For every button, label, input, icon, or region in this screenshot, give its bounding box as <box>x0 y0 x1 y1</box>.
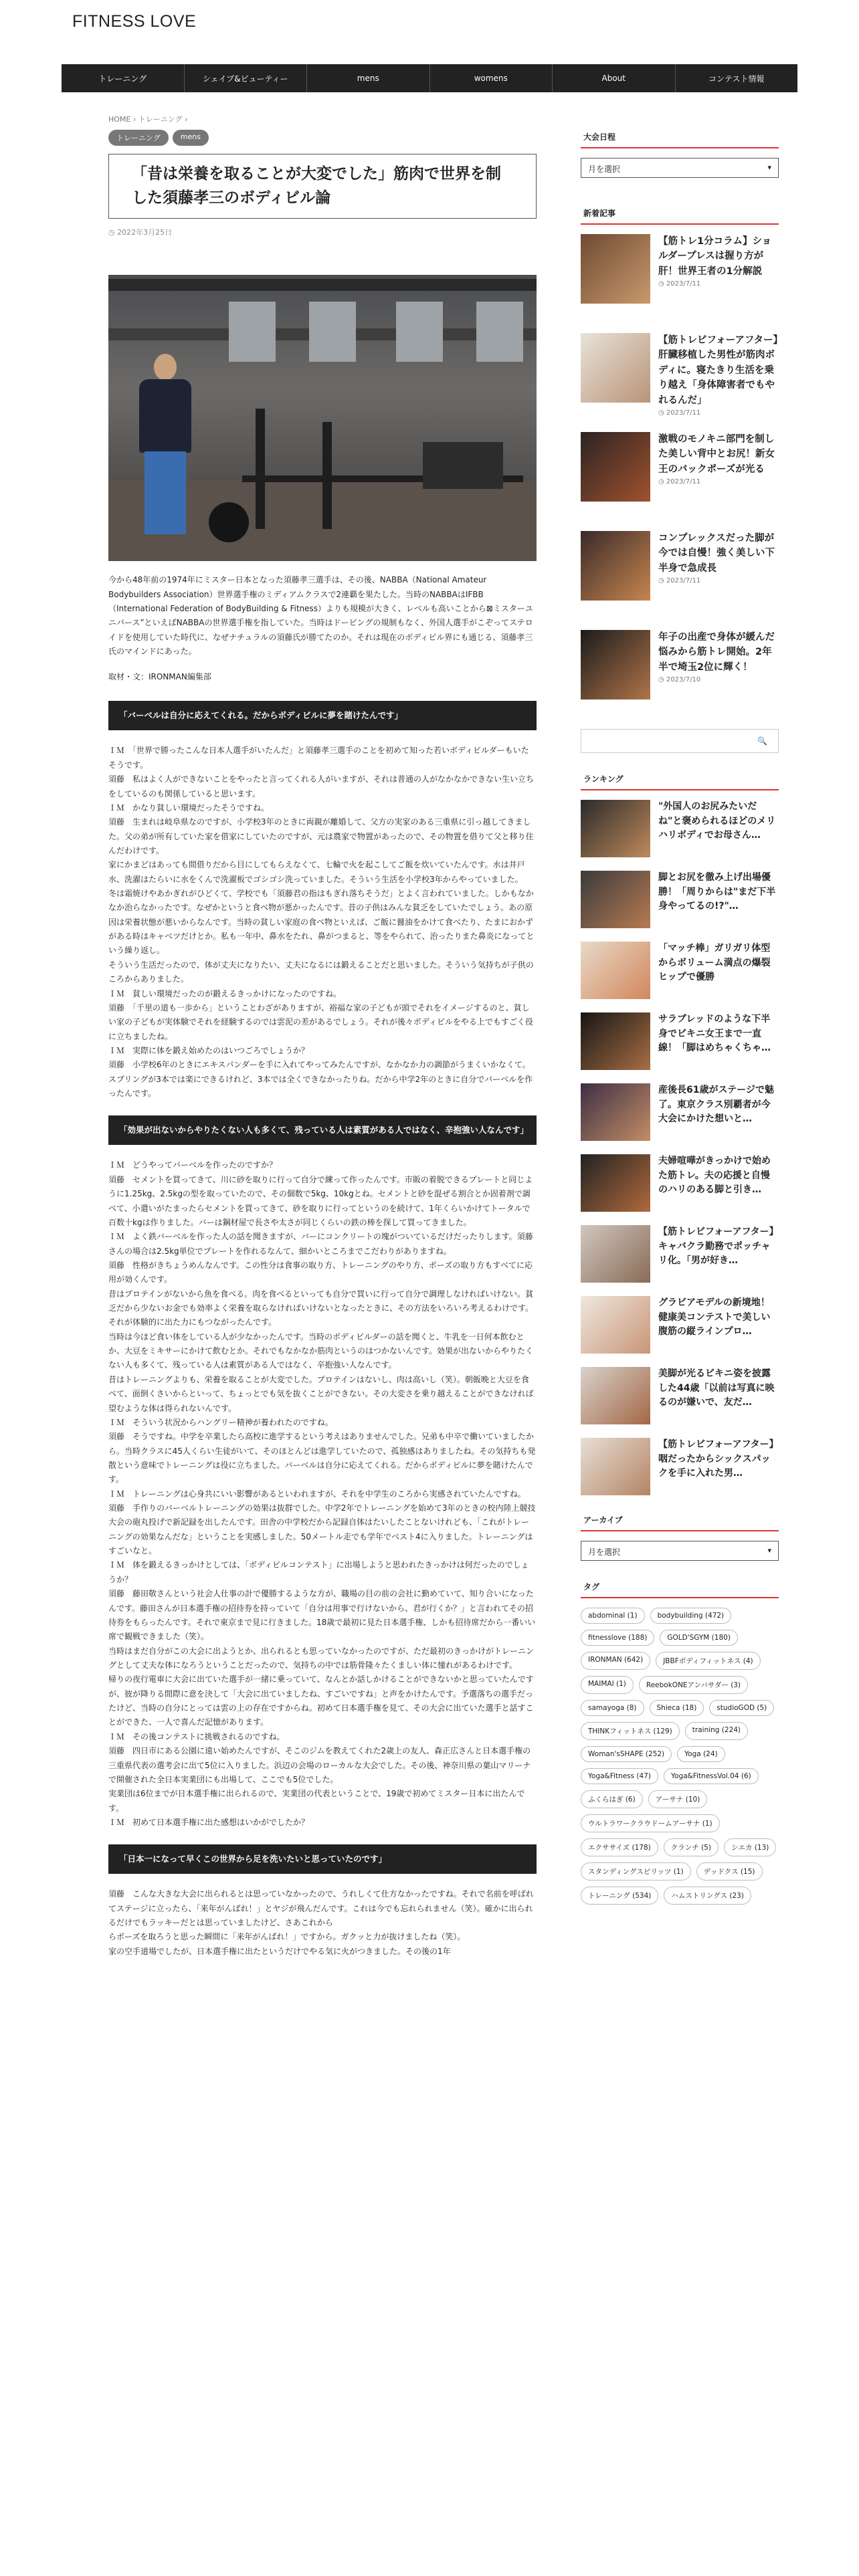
tag-cloud-item[interactable]: IRONMAN (642) <box>581 1652 650 1670</box>
ranking-title-text[interactable]: 夫婦喧嘩がきっかけで始めた筋トレ。夫の応援と自慢のハリのある脚と引き… <box>658 1156 771 1196</box>
tag-cloud-item[interactable]: fitnesslove (188) <box>581 1630 654 1646</box>
section-heading-3: 「日本一になって早くこの世界から足を洗いたいと思っていたのです」 <box>108 1844 537 1874</box>
breadcrumb[interactable]: HOME › トレーニング › <box>108 115 188 124</box>
post-title[interactable]: 激戦のモノキニ部門を制した美しい背中とお尻！新女王のバックポーズが光る <box>658 434 775 475</box>
nav-item-womens[interactable]: womens <box>430 64 553 92</box>
tag-cloud-item[interactable]: ふくらはぎ (6) <box>581 1790 643 1808</box>
tag-cloud-item[interactable]: ハムストリングス (23) <box>664 1887 751 1905</box>
nav-item-training[interactable]: トレーニング <box>62 64 185 92</box>
weight-plate <box>209 502 249 542</box>
archive-select[interactable] <box>581 1541 779 1561</box>
ranking-item[interactable] <box>581 1367 779 1424</box>
section-text-3: 須藤 こんな大きな大会に出られるとは思っていなかったので、うれしくて仕方なかったですね。それで名前を呼ばれてステージに立ったら、「来年がんばれ！」とヤジが飛んだんです。これは今でも忘れられません（笑）。確かに出られるだけでもラッキーだとは思っていましたけど、さあこれから らボーズを取ろうと思った瞬間に「来年がんばれ！」ですから。ガクッと力が抜けましたね（笑）。 家の空手道場でしたが、日本選手権に出たというだけでやる気に火がつきました。その後の1年 <box>108 1889 534 1956</box>
ranking-title-text[interactable]: 産後長61歳がステージで魅了。東京クラス別覇者が今大会にかけた想いと… <box>658 1085 774 1125</box>
post-title[interactable]: 年子の出産で身体が緩んだ悩みから筋トレ開始。2年半で埼玉2位に輝く！ <box>658 632 775 673</box>
archive-title: アーカイブ <box>581 1510 779 1531</box>
credit: 取材・文：IRONMAN編集部 <box>108 672 211 682</box>
ranking-title-text[interactable]: サラブレッドのような下半身でビキニ女王まで一直線！「脚はめちゃくちゃ… <box>658 1014 771 1054</box>
sidebar <box>581 127 779 1905</box>
post-title[interactable]: 【筋トレビフォーアフター】肝臓移植した男性が筋肉ボディに。寝たきり生活を乗り越え「身体障害者でもやれるんだ」 <box>658 335 778 406</box>
tag-cloud-item[interactable]: samayoga (8) <box>581 1700 644 1716</box>
tag-cloud-item[interactable]: training (224) <box>685 1722 748 1740</box>
ranking-thumbnail[interactable] <box>581 1154 650 1212</box>
main-nav <box>62 64 797 92</box>
article-title: 「昔は栄養を取ることが大変でした」筋肉で世界を制した須藤孝三のボディビル論 <box>108 154 537 219</box>
section-heading-2: 「効果が出ないからやりたくない人も多くて、残っている人は素質がある人ではなく、辛抱強い人なんです」 <box>108 1115 537 1145</box>
ranking-thumbnail[interactable] <box>581 1296 650 1354</box>
section-text-2: ＩＭ どうやってバーベルを作ったのですか？ 須藤 セメントを買ってきて、川に砂を取りに行って自分で練って作ったんです。市販の着脱できるプレートと同じように1.25kg、2.5kgの型を取っていたので、その個数で5kg、10kgとね。セメントと砂を混ぜる割合とか固着剤で調べて、小遣いがたまったらセメントを買ってきて、砂を取りに行ってというのを続けて、1年くらいかけてトータルで百数十kgは作りました。バーは鋼材屋で長さや太さが同じくらいの鉄の棒を探して買ってきました。 ＩＭ よく鉄バーベルを作った人の話を聞きますが、バーにコンクリートの塊がついているだけだったりします。須藤さんの場合は2.5kg単位でプレートを作れるなんて、細かいところまでこだわりがありますね。 須藤 性格がきちょうめんなんです。この性分は食事の取り方、トレーニングのやり方、ポーズの取り方もすべてに応用が効くんです。 昔はプロテインがないから魚を食べる。肉を食べるといっても自分で買いに行って自分で調理しなければいけない。貧乏だから少ないお金でも効率よく栄養を取らなければいけないとなったときに、その方法をいろいろ考えるわけです。それが体験的に出た力にもつながったんです。 当時は今ほど食い体をしている人が少なかったんです。当時のボディビルダーの話を聞くと、牛乳を一日何本飲むとか、大豆をミキサーにかけて飲むとか。それでもなかなか筋肉というのはつかないんです。効果が出ないからやりたくない人も多くて、残っている人は素質がある人ではなく、辛抱強い人なんです。 昔はトレーニングよりも、栄養を取ることが大変でした。プロテインはないし、肉は高いし（笑）。朝飯晩と大豆を食べて、面倒くさいからといって、ちょっとでも気を抜くことができない。その大変さを乗り越えることができなければ望むような体は得られないんです。 ＩＭ そういう状況からハングリー精神が養われたのですね。 須藤 そうですね。中学を卒業したら高校に進学するという考えはありませんでした。兄弟も中卒で働いていましたから。当時クラスに45人くらい生徒がいて、そのほとんどは進学していたので、孤独感はありましたね。その気持ちも発散という意味でトレーニングは役に立ちました。バーベルは自分に応えてくれる。だからボディビルに夢を賭けたんです。 ＩＭ トレーニングは心身共にいい影響があるといわれますが、それを中学生のころから実感されていたんですね。 須藤 手作りのバーベルトレーニングの効果は抜群でした。中学2年でトレーニングを始めて3年のときの校内陸上競技大会の砲丸投げで新記録を出したんです。田舎の中学校だから記録自体はたいしたことないけれども、「これがトレーニングの効果なんだな」ということを実感しました。50メートル走でも学年でベスト4に入りました。トレーニングはすごいなと。 ＩＭ 体を鍛えるきっかけとしては、「ボディビルコンテスト」に出場しようと思われたきっかけは何だったのでしょうか？ 須藤 藤田敬さんという社会人仕事の計で優勝するような方が、職場の目の前の会社に勤めていて、知り合いになったんです。藤田さんが日本選手権の招待券を持っていて「自分は用事で行けないから、君が行くか？」と言われてその招待券をもらったんです。それで東京まで見に行きました。18歳で最初に見た日本選手権、しかも招待席だから一番いい席で観戦できました（笑）。 当時はまだ自分がこの大会に出ようとか、出られるとも思っていなかったのですが、ただ最初のきっかけがトレーニングとして丈夫な体になろうということだったので、気持ちの中では筋骨隆々たくましい体に憧れがあるわけです。 帰りの夜行電車に大会に出ていた選手が一緒に乗っていて、なんとか話しかけることができないかと思っていたんですが、彼が降りる間際に意を決して「大会に出ていましたね、すごいですね」と声をかけたんです。予選落ちの選手だったけど、当時の自分にとっては雲の上の存在ですからね。初めて日本選手権を見て、その大会に出ていた選手と話すことができた、一人で喜んだ記憶があります。 ＩＭ その後コンテストに挑戦されるのですね。 須藤 四日市にある公園に遠い始めたんですが、そこのジムを教えてくれた2歳上の友人、森正広さんと日本選手権の三重県代表の選考会に出て5位に入りました。浜辺の会場のローカルな大会でした。その後、神奈川県の葉山マリーナで開催された全日本実業団にも出場して、ここでも5位でした。 実業団は6位までが日本選手権に出られるので、実業団の代表ということで、19歳で初めてミスター日本に出たんです。 ＩＭ 初めて日本選手権に出た感想はいかがでしたか？ <box>108 1160 536 1827</box>
tags-title: タグ <box>581 1577 779 1598</box>
window <box>229 302 276 362</box>
ranking-title-text[interactable]: グラビアモデルの新境地！健康美コンテストで美しい腹筋の縦ラインプロ… <box>658 1297 771 1337</box>
section-text-1: ＩＭ 「世界で勝ったこんな日本人選手がいたんだ」と須藤孝三選手のことを初めて知った若いボディビルダーもいたそうです。 須藤 私はよく人ができないことをやったと言ってくれる人がいますが、それは普通の人がなかなかできない生い立ちをしているのも関係していると思います。 ＩＭ かなり貧しい環境だったそうですね。 須藤 生まれは岐阜県なのですが、小学校3年のときに両親が離婚して、父方の実家のある三重県に引っ越してきました。父の弟が所有していた家を借家にしていたのですが、元は農家で物置があったので、その物置を借りて父と移り住んだわけです。 家にかまどはあっても間借りだから目にしてもらえなくて、七輪で火を起こしてご飯を炊いていたんです。水は井戸水、洗濯はたらいに水をくんで洗濯板でゴシゴシ洗っていました。そういう生活を小学校3年からやっていました。 冬は霜焼けやあかぎれがひどくて、学校でも「須藤君の指はもぎれ落ちそうだ」とよく言われていました。しかもなかなか治らなかったです。なぜかというと食べ物が悪かったんです。昔の子供はみんな貧乏をしていたでしょう。あの原因は栄養状態が悪いからなんです。当時の貧しい家庭の食べ物といえば、ご飯に醤油をかけて食べたり、たまにおかずがある時はキャベツだけとか。私も一年中、鼻水をたれ、鼻がつまると、等をやられて、治ったりまた鼻炎になってという繰り返し。 そういう生活だったので、体が丈夫になりたい、丈夫になるには鍛えることだと思いました。そういう気持ちが子供のころからありました。 ＩＭ 貧しい環境だったのが鍛えるきっかけになったのですね。 須藤 「千里の道も一歩から」ということわざがありますが、裕福な家の子どもが頭でそれをイメージするのと、貧しい家の子どもが実体験でそれを経験するのでは雲泥の差があるでしょう。それが後々ボディビルをやる上でもすごく役に立ちましたね。 ＩＭ 実際に体を鍛え始めたのはいつごろでしょうか？ 須藤 小学校6年のときにエキスパンダーを手に入れてやってみたんですが、なかなか力の調節がうまくいかなくて。スプリングが3本では楽にできるけれど、3本では全くできなかったりね。だから中学2年のときに自分でバーベルを作ったんです。 <box>108 746 535 1099</box>
tag-cloud-item[interactable]: Shieca (18) <box>650 1700 704 1716</box>
article <box>108 114 537 1964</box>
ranking-thumbnail[interactable] <box>581 800 650 857</box>
tag-training[interactable]: トレーニング <box>108 130 169 146</box>
tag-mens[interactable]: mens <box>173 130 209 146</box>
new-posts-title: 新着記事 <box>581 203 779 225</box>
tag-cloud-item[interactable]: ウルトラワークラウドームアーサナ (1) <box>581 1814 720 1832</box>
ranking-thumbnail[interactable] <box>581 942 650 999</box>
chevron-down-icon: ▾ <box>767 163 771 172</box>
ranking-thumbnail[interactable] <box>581 1225 650 1283</box>
tag-cloud-item[interactable]: Yoga&Fitness (47) <box>581 1768 658 1784</box>
nav-item-mens[interactable]: mens <box>307 64 430 92</box>
post-thumbnail[interactable] <box>581 432 650 502</box>
chevron-down-icon: ▾ <box>767 1546 771 1555</box>
nav-item-contest[interactable]: コンテスト情報 <box>708 74 765 84</box>
tag-cloud-item[interactable]: エクササイズ (178) <box>581 1838 658 1856</box>
new-post[interactable] <box>581 432 779 512</box>
article-tags <box>108 130 537 146</box>
post-thumbnail[interactable] <box>581 531 650 601</box>
post-date: ◷ 2023/7/11 <box>658 478 701 486</box>
article-date: ◷ 2022年3月25日 <box>108 228 173 237</box>
gym-bench <box>423 442 503 489</box>
tag-cloud-item[interactable]: Yoga (24) <box>677 1746 725 1762</box>
calendar-widget-title: 大会日程 <box>581 127 779 148</box>
ranking-title-text[interactable]: 美脚が光るビキニ姿を披露した44歳「以前は写真に映るのが嫌いで、友だ… <box>658 1368 775 1408</box>
search-icon[interactable]: 🔍 <box>757 736 767 746</box>
bodybuilder-figure <box>135 354 195 541</box>
post-thumbnail[interactable] <box>581 333 650 403</box>
ranking-item[interactable] <box>581 1225 779 1283</box>
ranking-title-text[interactable]: 【筋トレビフォーアフター】キャバクラ勤務でポッチャリ化。「男が好き… <box>658 1226 779 1267</box>
intro-text: 今から48年前の1974年にミスター日本となった須藤孝三選手は、その後、NABBA（National Amateur Bodybuilders Association）世界選手権のミディアムクラスで2連覇を果たした。当時のNABBAはIFBB（International Federation of BodyBuilding & Fitness）よりも規模が大きく、レベルも高いことから⊠ミスターユニバース”といえばNABBAの世界選手権を指していた。当時はドーピングの規制もなく、外国人選手がこぞってステロイドを使用していた時代に、なぜナチュラルの須藤氏が勝てたのか。それは現在のボディビル界にも通じる、須藤孝三氏のマインドにあった。 <box>108 575 533 657</box>
hero-photo <box>108 275 537 561</box>
post-thumbnail[interactable] <box>581 234 650 304</box>
ranking-title-text[interactable]: 脚とお尻を徹み上げ出場優勝！「周りからは"まだ下半身やってるの!?"… <box>658 872 776 912</box>
tag-cloud-item[interactable]: シエカ (13) <box>724 1838 776 1856</box>
post-date: ◷ 2023/7/10 <box>658 676 701 684</box>
ranking-title-text[interactable]: 「マッチ棒」ガリガリ体型からボリューム満点の爆裂ヒップで優勝 <box>658 943 771 983</box>
post-title[interactable]: コンプレックスだった脚が今では自慢！強く美しい下半身で急成長 <box>658 533 775 574</box>
tag-cloud-item[interactable]: クランチ (5) <box>664 1838 719 1856</box>
tag-cloud-item[interactable]: THINKフィットネス (129) <box>581 1722 680 1740</box>
new-post[interactable] <box>581 531 779 611</box>
post-date: ◷ 2023/7/11 <box>658 280 701 288</box>
post-date: ◷ 2023/7/11 <box>658 409 701 417</box>
tag-cloud-item[interactable]: デッドクス (15) <box>696 1862 763 1881</box>
tag-cloud-item[interactable]: Yoga&FitnessVol.04 (6) <box>664 1768 759 1784</box>
ranking-thumbnail[interactable] <box>581 1083 650 1141</box>
ranking-item[interactable] <box>581 1083 779 1141</box>
tag-cloud-item[interactable]: GOLD'SGYM (180) <box>660 1630 738 1646</box>
post-thumbnail[interactable] <box>581 630 650 700</box>
tag-cloud <box>581 1608 779 1905</box>
gym-rack <box>256 409 265 529</box>
ranking-item[interactable] <box>581 1438 779 1495</box>
ranking-thumbnail[interactable] <box>581 1438 650 1495</box>
window <box>309 302 356 362</box>
new-post[interactable] <box>581 234 779 314</box>
tag-cloud-item[interactable]: MAIMAI (1) <box>581 1676 634 1694</box>
tag-cloud-item[interactable]: bodybuilding (472) <box>650 1608 732 1624</box>
window <box>396 302 443 362</box>
section-heading-1: 「バーベルは自分に応えてくれる。だからボディビルに夢を賭けたんです」 <box>108 701 537 730</box>
window <box>476 302 523 362</box>
tag-cloud-item[interactable]: アーサナ (10) <box>648 1790 708 1808</box>
ranking-title-text[interactable]: "外国人のお尻みたいだね"と褒められるほどのメリハリボディでお母さん… <box>658 801 776 841</box>
ranking-thumbnail[interactable] <box>581 1367 650 1424</box>
month-select[interactable] <box>581 158 779 178</box>
ranking-item[interactable] <box>581 1012 779 1070</box>
search-input[interactable] <box>581 729 779 753</box>
ranking-thumbnail[interactable] <box>581 1012 650 1070</box>
new-post[interactable] <box>581 333 779 417</box>
ranking-title: ランキング <box>581 769 779 790</box>
site-header <box>0 0 859 62</box>
tag-cloud-item[interactable]: studioGOD (5) <box>709 1700 774 1716</box>
ranking-item[interactable] <box>581 1154 779 1212</box>
ranking-item[interactable] <box>581 871 779 928</box>
ceiling-beam <box>108 279 537 291</box>
archive-select-value: 月を選択 <box>588 1547 621 1557</box>
nav-item-shape-beauty[interactable]: シェイプ&ビューティー <box>185 64 308 92</box>
ranking-thumbnail[interactable] <box>581 871 650 928</box>
ranking-item[interactable] <box>581 1296 779 1354</box>
tag-cloud-item[interactable]: ReebokONEアンバサダー (3) <box>639 1676 748 1694</box>
new-post[interactable] <box>581 630 779 710</box>
ranking-item[interactable] <box>581 942 779 999</box>
nav-item-about[interactable]: About <box>553 64 676 92</box>
tag-cloud-item[interactable]: スタンディングスピリッツ (1) <box>581 1862 691 1881</box>
tag-cloud-item[interactable]: Woman'sSHAPE (252) <box>581 1746 672 1762</box>
post-title[interactable]: 【筋トレ1分コラム】ショルダープレスは握り方が肝！世界王者の1分解説 <box>658 236 772 277</box>
tag-cloud-item[interactable]: JBBFボディフィットネス (4) <box>656 1652 760 1670</box>
ranking-item[interactable] <box>581 800 779 857</box>
ranking-title-text[interactable]: 【筋トレビフォーアフター】咽だったからシックスパックを手に入れた男… <box>658 1439 779 1479</box>
month-select-value: 月を選択 <box>588 165 621 174</box>
tag-cloud-item[interactable]: トレーニング (534) <box>581 1887 658 1905</box>
site-logo[interactable]: FITNESS LOVE <box>72 12 197 31</box>
post-date: ◷ 2023/7/11 <box>658 577 701 585</box>
tag-cloud-item[interactable]: abdominal (1) <box>581 1608 645 1624</box>
